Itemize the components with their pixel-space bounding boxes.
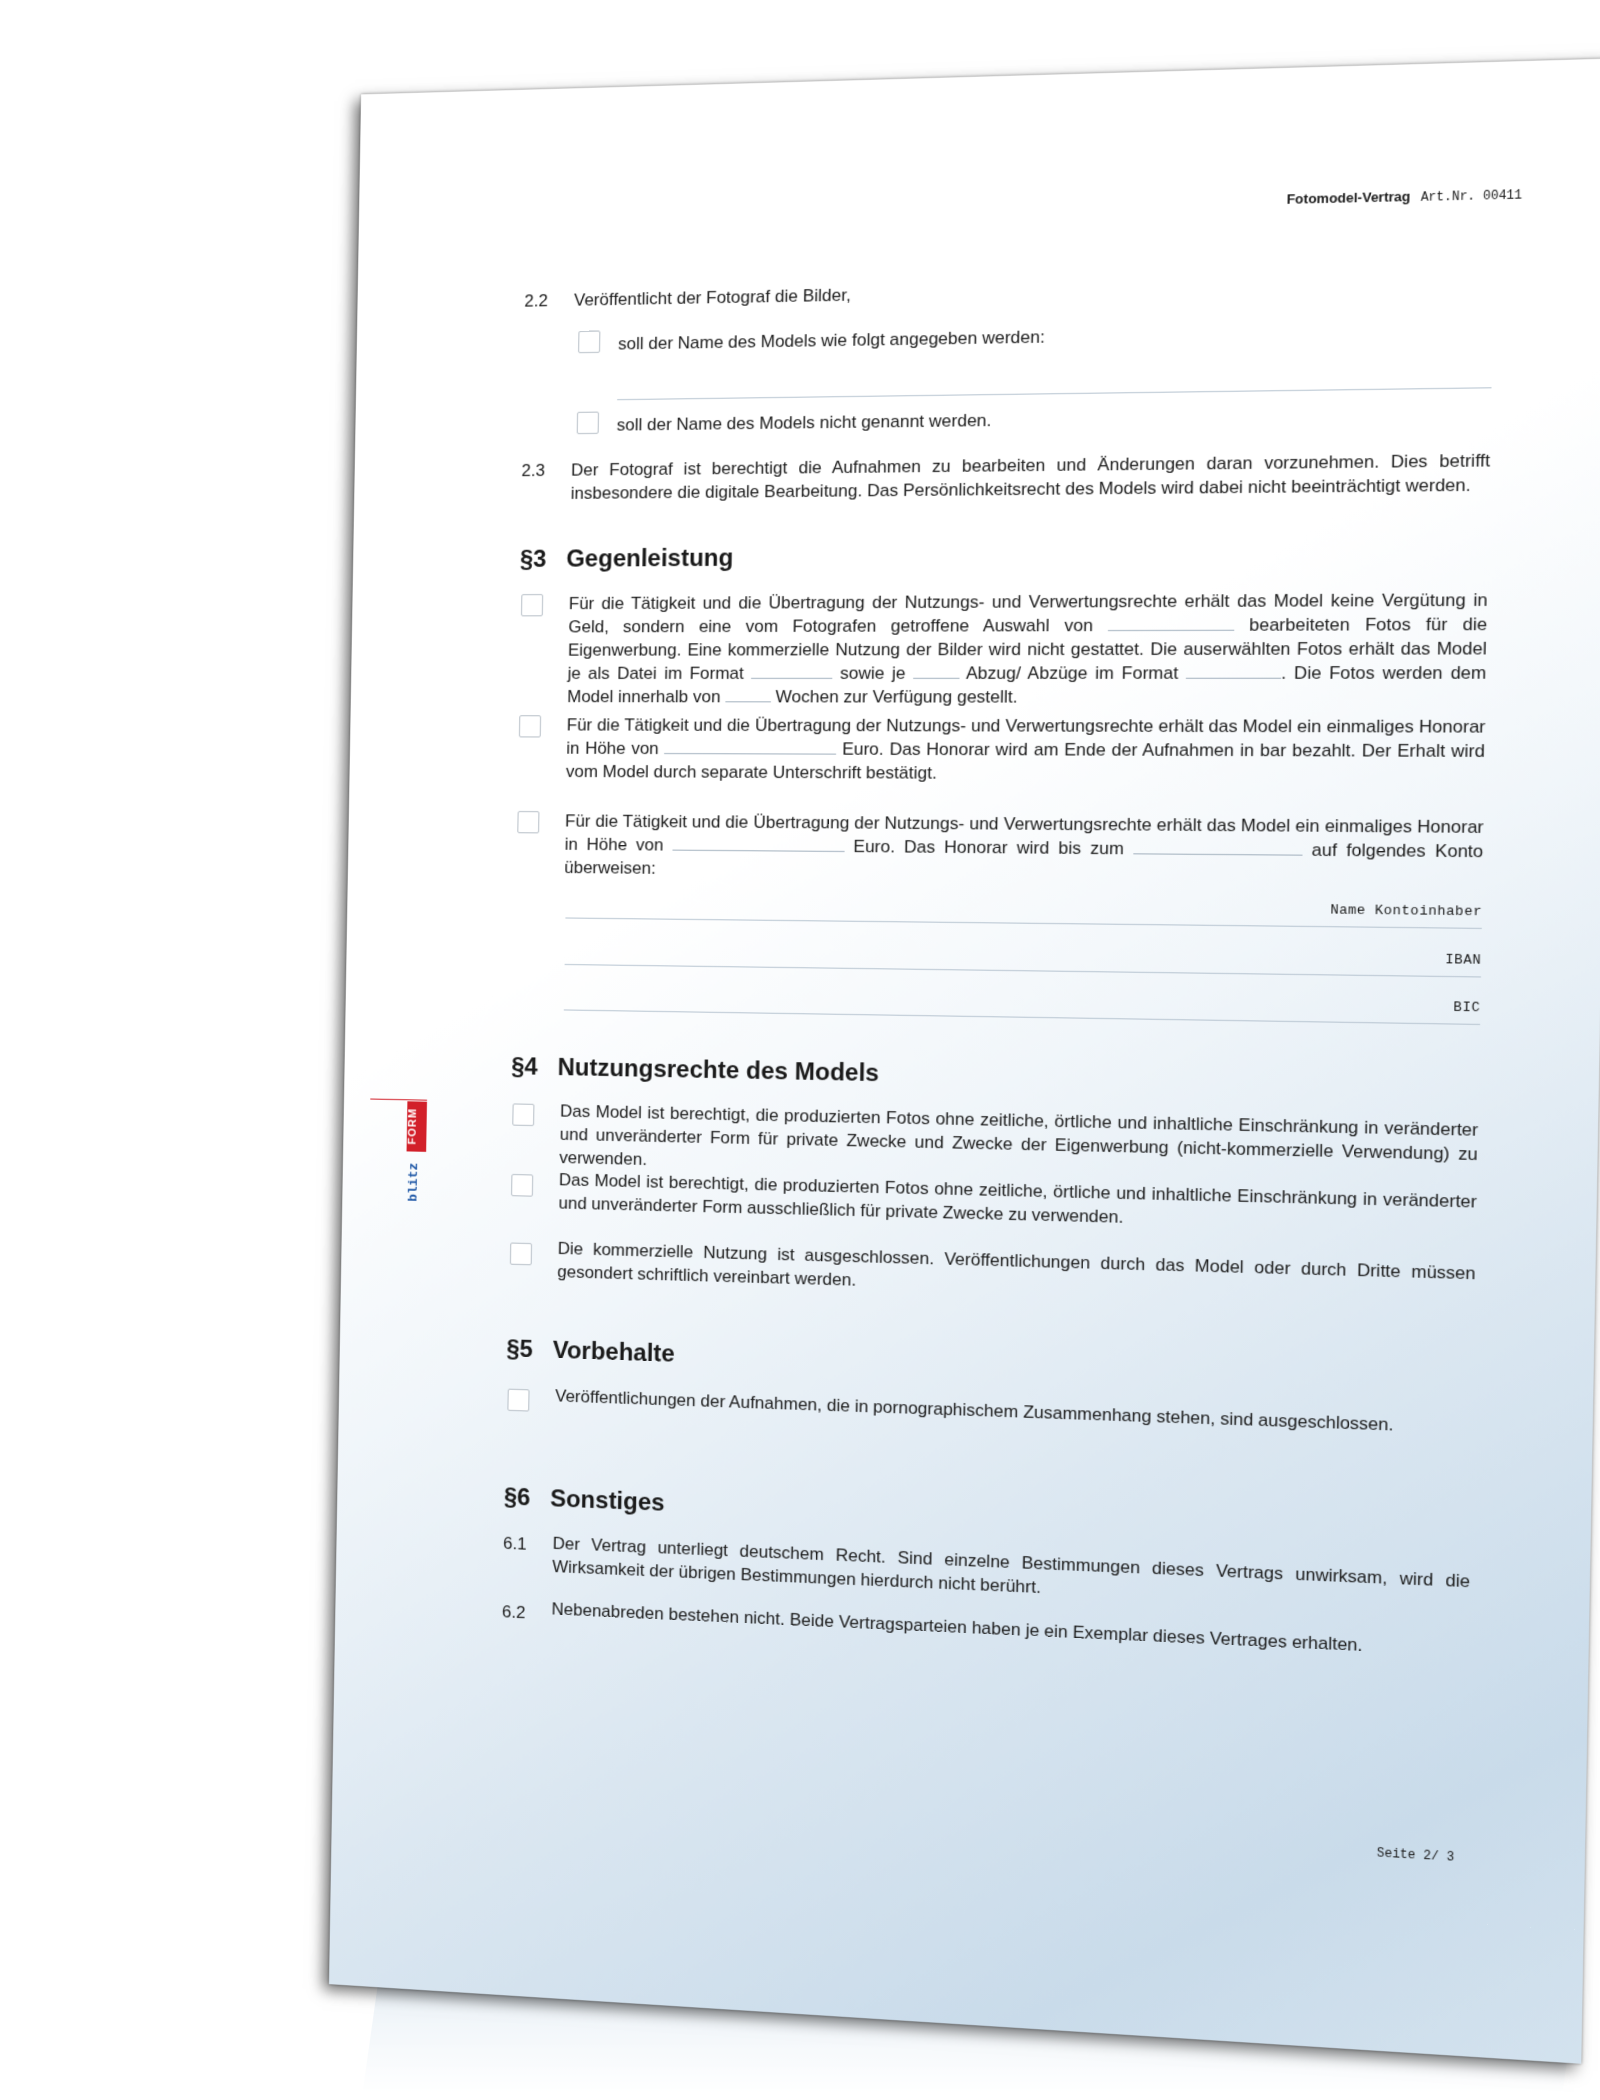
iban-line[interactable]: [565, 964, 1481, 978]
checkbox-usage-private-promo[interactable]: [512, 1103, 534, 1126]
usage-option-1: Das Model ist berechtigt, die produzierten Fotos ohne zeitliche, örtliche und inhaltliche Einschränkung in veränderter und unveränderter Form für private Zwecke und Zwecke der Eigenwerbung (nicht-kommerzielle Verwendung) zu verwenden.: [559, 1101, 1479, 1170]
checkbox-reservation[interactable]: [507, 1389, 529, 1412]
payment-date-field[interactable]: [1133, 837, 1303, 856]
account-holder-line[interactable]: [565, 917, 1481, 928]
account-holder-label: Name Kontoinhaber: [1330, 902, 1483, 920]
compensation-option-3: Für die Tätigkeit und die Übertragung der Nutzungs- und Verwertungsrechte erhält das Model ein einmaliges Honorar in Höhe von Euro. Das Honorar wird bis zum auf folgendes Konto überweisen:: [564, 811, 1484, 878]
article-number: Art.Nr. 00411: [1420, 187, 1523, 206]
print-format-field[interactable]: [1186, 661, 1282, 679]
section-number: §6: [503, 1483, 531, 1512]
bic-line[interactable]: [564, 1009, 1480, 1025]
page-header: [1287, 186, 1523, 208]
checkbox-compensation-photos[interactable]: [521, 594, 543, 616]
page-number: Seite 2/ 3: [1376, 1845, 1455, 1865]
reservation-text: Veröffentlichungen der Aufnahmen, die in pornographischem Zusammenhang stehen, sind ausgeschlossen.: [555, 1386, 1394, 1435]
formblitz-logo: [406, 1101, 427, 1212]
clause-number: 6.1: [502, 1533, 527, 1554]
section-heading: [520, 544, 734, 574]
photo-count-field[interactable]: [1108, 613, 1235, 631]
section-heading: [504, 1483, 665, 1518]
checkbox-no-commercial[interactable]: [510, 1243, 532, 1266]
logo-blitz-text: blitz: [405, 1161, 422, 1202]
section-title: Nutzungsrechte des Models: [557, 1053, 880, 1088]
checkbox-name-shown[interactable]: [578, 331, 600, 354]
name-input-line[interactable]: [617, 387, 1491, 400]
clause-text: Nebenabreden bestehen nicht. Beide Vertragsparteien haben je ein Exemplar dieses Vertrages erhalten.: [551, 1599, 1363, 1656]
option-text: soll der Name des Models nicht genannt werden.: [616, 410, 992, 435]
checkbox-compensation-transfer[interactable]: [517, 811, 539, 833]
checkbox-compensation-cash[interactable]: [519, 715, 541, 737]
section-number: §4: [511, 1052, 538, 1081]
clause-number: 2.3: [521, 460, 546, 481]
logo-rule: [370, 1099, 427, 1101]
compensation-option-1: Für die Tätigkeit und die Übertragung der Nutzungs- und Verwertungsrechte erhält das Model keine Vergütung in Geld, sondern eine vom Fotografen getroffene Auswahl von bearbeiteten Fotos für die Eigenwerbung. Eine kommerzielle Nutzung der Bilder wird nicht gestattet. Die auserwählten Fotos erhält das Model je als Datei im Format sowie je Abzug/ Abzüge im Format . Die Fotos werden dem Model innerhalb von Wochen zur Verfügung gestellt.: [567, 590, 1488, 707]
weeks-field[interactable]: [725, 685, 771, 702]
section-number: §5: [506, 1335, 534, 1364]
section-title: Gegenleistung: [566, 544, 734, 573]
compensation-option-2: Für die Tätigkeit und die Übertragung der Nutzungs- und Verwertungsrechte erhält das Model ein einmaliges Honorar in Höhe von Euro. Das Honorar wird am Ende der Aufnahmen in bar bezahlt. Der Erhalt wird vom Model durch separate Unterschrift bestätigt.: [565, 715, 1486, 783]
clause-text: Der Vertrag unterliegt deutschem Recht. Sind einzelne Bestimmungen dieses Vertrags unwirksam, wird die Wirksamkeit der übrigen Bestimmungen hierdurch nicht berührt.: [552, 1533, 1471, 1598]
clause-number: 6.2: [501, 1602, 526, 1623]
bic-label: BIC: [1453, 999, 1481, 1016]
iban-label: IBAN: [1445, 951, 1482, 968]
document-title: Fotomodel-Vertrag: [1286, 188, 1411, 207]
clause-text: Veröffentlicht der Fotograf die Bilder,: [573, 285, 852, 310]
print-count-field[interactable]: [913, 661, 960, 679]
usage-option-3: Die kommerzielle Nutzung ist ausgeschlossen. Veröffentlichungen durch das Model oder durch Dritte müssen gesondert schriftlich vereinbart werden.: [557, 1238, 1476, 1290]
section-heading: [511, 1053, 879, 1088]
usage-option-2: Das Model ist berechtigt, die produzierten Fotos ohne zeitliche, örtliche und inhaltliche Einschränkung in veränderter und unveränderter Form ausschließlich für private Zwecke zu verwenden.: [558, 1170, 1478, 1227]
clause-text: Der Fotograf ist berechtigt die Aufnahmen zu bearbeiten und Änderungen daran vorzunehmen. Dies betrifft insbesondere die digitale Bearbeitung. Das Persönlichkeitsrecht des Models wird dabei nicht beeinträchtigt werden.: [570, 450, 1491, 503]
clause-number: 2.2: [524, 291, 549, 311]
section-heading: [506, 1335, 675, 1369]
section-number: §3: [519, 545, 547, 574]
fee-amount-field[interactable]: [664, 737, 836, 755]
section-title: Sonstiges: [549, 1485, 665, 1517]
logo-form-text: FORM: [406, 1108, 420, 1145]
fee-amount-field[interactable]: [672, 833, 844, 852]
file-format-field[interactable]: [751, 661, 833, 678]
option-text: soll der Name des Models wie folgt angegeben werden:: [617, 327, 1046, 354]
checkbox-name-hidden[interactable]: [577, 412, 599, 435]
checkbox-usage-private[interactable]: [511, 1174, 533, 1197]
document-page: [329, 58, 1600, 2063]
section-title: Vorbehalte: [552, 1336, 676, 1368]
